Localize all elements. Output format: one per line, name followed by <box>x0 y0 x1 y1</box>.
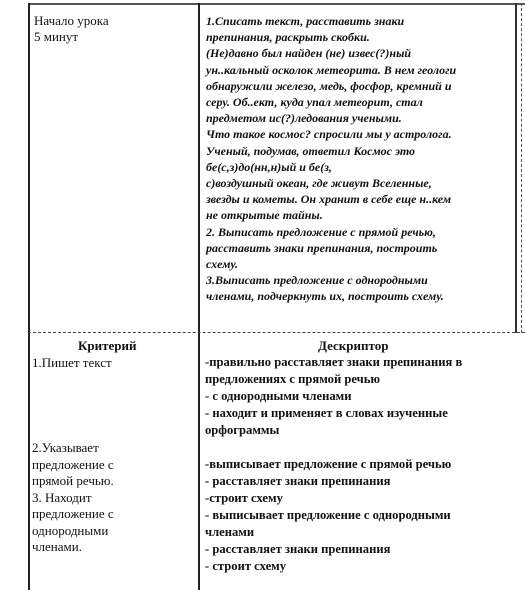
descriptors-1: -правильно расставляет знаки препинания в предложениях с прямой речью - с однородными членами - находит и применяет в словах изученные орфограммы <box>205 355 463 437</box>
table-top-border <box>28 3 525 5</box>
descriptor-header: Дескриптор <box>318 338 389 353</box>
table-column-divider <box>198 3 200 590</box>
criteria-header: Критерий <box>78 338 137 353</box>
table-right-edge-dashed <box>521 3 522 333</box>
table-left-border <box>28 3 30 590</box>
criteria-1: 1.Пишет текст <box>32 355 112 370</box>
criteria-2: 2.Указывает предложение с прямой речью. 3. Находит предложение с однородными членами. <box>32 440 114 554</box>
descriptors-2: -выписывает предложение с прямой речью - расставляет знаки препинания -строит схему - выписывает предложение с однородными членами - расставляет знаки препинания - строит схему <box>205 457 452 573</box>
table-right-border <box>515 3 517 333</box>
row-divider <box>28 332 525 333</box>
task-text: 1.Списать текст, расставить знаки препинания, раскрыть скобки. (Не)давно был найден (не) извес(?)ный ун..кальный осколок метеорита. В нем геологи обнаружили железо, медь, фосфор, кремний и серу. Об..ект, куда упал метеорит, стал предметом ис(?)ледования учеными. Что такое космос? спросили мы у астролога. Ученый, подумав, ответил Космос это бе(с,з)до(нн,н)ый и бе(з, с)воздушный океан, где живут Вселенные, звезды и кометы. Он хранит в себе еще н..кем не открытые тайны. 2. Выписать предложение с прямой речью, расставить знаки препинания, построить схему. 3.Выписать предложение с однородными членами, подчеркнуть их, построить схему. <box>206 14 457 304</box>
lesson-start-label: Начало урока 5 минут <box>34 13 109 44</box>
